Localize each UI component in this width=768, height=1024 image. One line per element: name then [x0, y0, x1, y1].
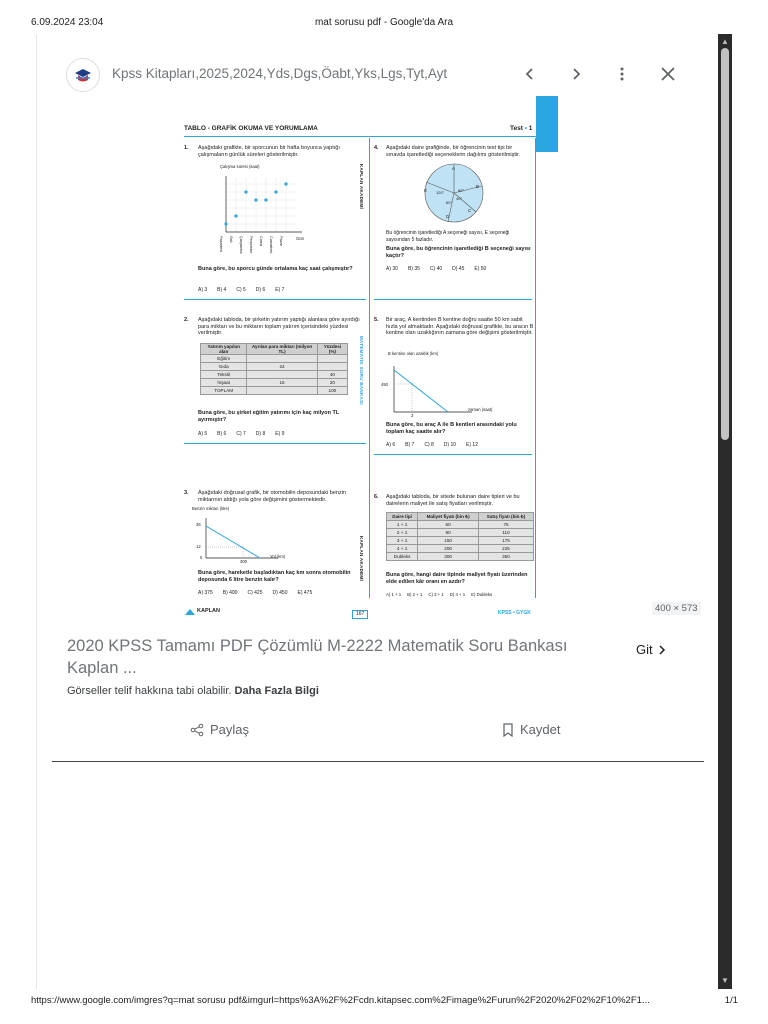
option: A) 375: [198, 590, 213, 596]
q6-header: Maliyet fiyatı (bin ₺): [418, 513, 479, 521]
save-label: Kaydet: [520, 722, 561, 737]
q2-cell: 24: [247, 363, 317, 371]
q1-day: Pazartesi: [219, 236, 223, 252]
option: D) 8: [255, 431, 266, 437]
q6-cell: Dubleks: [387, 553, 418, 561]
q6-cell: 3 + 1: [387, 537, 418, 545]
print-url: https://www.google.com/imgres?q=mat sorusu pdf&imgurl=https%3A%2F%2Fcdn.kitapsec.com%2Fimage%2Furun%2F2020%2F02%2F10%2F1...: [31, 995, 650, 1006]
chevron-right-icon: [568, 66, 584, 82]
q4-options: [386, 266, 496, 272]
q2-question: Buna göre, bu şirket eğitim yatırımı için kaç milyon TL ayırmıştır?: [198, 410, 340, 423]
option: C) 40: [429, 266, 443, 272]
q2-cell: İnşaat: [201, 379, 247, 387]
preview-topbar: [66, 58, 696, 90]
copyright-notice: [67, 685, 319, 697]
q2-cell: [317, 363, 347, 371]
option: A) 5: [198, 431, 208, 437]
share-label: Paylaş: [210, 722, 250, 737]
print-datetime: 6.09.2024 23:04: [31, 17, 104, 28]
q2-text: Aşağıdaki tabloda, bir şirketin yatırım yaptığı alanlara göre ayırdığı para miktarı ve bu miktarın toplam yatırım içerisindeki yüzdesi verilmiştir.: [198, 317, 360, 336]
q4-note: Bu öğrencinin işaretlediği A seçeneği sayısı, E seçeneği sayısından 5 fazladır.: [386, 230, 510, 243]
option: B) 2 + 1: [407, 592, 423, 597]
scrollbar[interactable]: [718, 34, 732, 989]
q2-cell: 20: [317, 379, 347, 387]
side-label-1: KAPLAN AKADEMİ: [359, 164, 364, 210]
option: C) 7: [236, 431, 246, 437]
more-info-link[interactable]: Daha Fazla Bilgi: [234, 685, 319, 697]
q1-ylabel: Çalışma süresi (saat): [220, 164, 260, 169]
q2-table: [200, 343, 348, 395]
q2-header: Yatırım yapılan alan: [201, 344, 247, 355]
q6-question: Buna göre, hangi daire tipinde maliyet fiyatı üzerinden elde edilen kâr oranı en azdır?: [386, 572, 528, 585]
q2-header: Ayrılan para miktarı (milyon TL): [247, 344, 317, 355]
q3-number: 3.: [184, 490, 189, 496]
q6-table: [386, 512, 534, 561]
pie-slice-label: C: [468, 208, 472, 213]
result-title[interactable]: 2020 KPSS Tamamı PDF Çözümlü M-2222 Matematik Soru Bankası Kaplan ...: [67, 637, 568, 677]
option: D) 4 + 1: [449, 592, 466, 597]
section-divider: [52, 761, 704, 762]
q5-line-plot: [386, 364, 476, 418]
q1-day: Cuma: [259, 236, 263, 247]
q6-cell: 90: [418, 529, 479, 537]
close-icon: [660, 66, 676, 82]
share-icon: [190, 723, 204, 737]
image-dimensions: 400 × 573: [652, 602, 701, 615]
q6-cell: 225: [479, 545, 534, 553]
pie-slice-label: D: [446, 214, 450, 219]
q6-cell: 1 + 1: [387, 521, 418, 529]
print-page-title: mat sorusu pdf - Google'da Ara: [314, 17, 454, 28]
q3-ytick: 0: [200, 555, 203, 560]
q5-number: 5.: [374, 317, 379, 323]
side-label-3: KAPLAN AKADEMİ: [359, 536, 364, 582]
page-number: 167: [352, 610, 368, 619]
q2-cell: Gıda: [201, 363, 247, 371]
q2-options: [198, 431, 294, 437]
column-divider: [369, 138, 370, 598]
q5-question: Buna göre, bu araç A ile B kentleri arasındaki yolu toplam kaç saatte alır?: [386, 422, 517, 435]
q1-line-plot: [216, 176, 312, 238]
q2-cell: [317, 355, 347, 363]
heading-rule: [184, 136, 536, 137]
pie-slice-label: E: [424, 188, 428, 193]
q2-header: Yüzdesi (%): [317, 344, 347, 355]
q3-ytick: 36: [196, 522, 201, 527]
q6-cell: 4 + 1: [387, 545, 418, 553]
q5-ylabel: B kentine olan uzaklık (km): [388, 351, 439, 356]
corner-tab: [536, 96, 558, 152]
panel-border: [36, 34, 37, 989]
print-header: [0, 14, 768, 30]
q6-cell: 75: [479, 521, 534, 529]
publisher-logo: [184, 606, 224, 618]
q1-day: Pazar: [279, 236, 283, 246]
publisher-logo-icon: [184, 607, 196, 617]
print-footer: [0, 993, 768, 1009]
q6-cell: 200: [418, 545, 479, 553]
option: B) 7: [405, 442, 415, 448]
q4-number: 4.: [374, 145, 379, 151]
pie-angle-label: 60°: [446, 200, 453, 205]
q3-ylabel: Benzin miktarı (litre): [192, 506, 230, 511]
option: C) 425: [247, 590, 263, 596]
chevron-right-icon: [657, 645, 667, 655]
preview-image[interactable]: [180, 96, 558, 622]
q6-cell: 150: [418, 537, 479, 545]
pie-angle-label: 40°: [456, 196, 463, 201]
side-label-2: MATEMATİK SORU BANKASI: [359, 336, 364, 405]
q-separator: [184, 443, 366, 444]
q1-day: Çarşamba: [239, 236, 243, 254]
q6-header: Daire tipi: [387, 513, 418, 521]
q5-xlabel: zaman (saat): [468, 407, 493, 412]
q5-text: Bir araç, A kentinden B kentine doğru saatte 50 km sabit hızla yol almaktadır. Aşağıdaki doğrusal grafikte, bu aracın B kentine olan uzaklığının zamana göre değişimi gösterilmiştir.: [386, 317, 534, 336]
q6-cell: 110: [479, 529, 534, 537]
more-options-button[interactable]: [610, 62, 634, 86]
option: B) 4: [217, 287, 227, 293]
visit-button[interactable]: [636, 642, 667, 657]
pie-angle-label: 80°: [458, 188, 465, 193]
option: D) 45: [452, 266, 465, 272]
q2-cell: 16: [247, 379, 317, 387]
option: A) 30: [386, 266, 398, 272]
pie-slice-label: A: [452, 166, 456, 171]
option: B) 400: [222, 590, 238, 596]
q3-ytick: 12: [196, 544, 201, 549]
q3-options: [198, 590, 322, 596]
q2-cell: [247, 387, 317, 395]
option: E) 7: [275, 287, 285, 293]
q6-cell: 350: [479, 553, 534, 561]
q1-day: Perşembe: [249, 236, 253, 254]
q3-xlabel: Yol (km): [270, 554, 286, 559]
option: C) 5: [236, 287, 246, 293]
q5-ytick: 450: [381, 382, 388, 387]
q3-question: Buna göre, hareketle başladıktan kaç km sonra otomobilin deposunda 6 litre benzin kalır?: [198, 570, 351, 583]
q5-options: [386, 442, 488, 448]
q6-cell: 2 + 1: [387, 529, 418, 537]
q6-cell: 300: [418, 553, 479, 561]
doc-test-label: Test • 1: [510, 125, 533, 132]
close-preview-button[interactable]: [656, 62, 680, 86]
option: B) 35: [407, 266, 420, 272]
q2-cell: [247, 371, 317, 379]
option: B) 6: [217, 431, 227, 437]
copyright-text: Görseller telif hakkına tabi olabilir.: [67, 685, 232, 697]
print-page-number: 1/1: [724, 995, 738, 1006]
next-result-button[interactable]: [564, 62, 588, 86]
publisher-name: KAPLAN: [197, 608, 220, 614]
option: A) 3: [198, 287, 208, 293]
option: E) 50: [474, 266, 487, 272]
q5-xtick: 3: [411, 413, 414, 418]
q4-question: Buna göre, bu öğrencinin işaretlediği B seçeneği sayısı kaçtır?: [386, 246, 531, 259]
option: E) 475: [297, 590, 313, 596]
q2-cell: TOPLAM: [201, 387, 247, 395]
site-logo-icon[interactable]: [66, 58, 100, 92]
chevron-left-icon: [522, 66, 538, 82]
pie-angle-label: 120°: [436, 190, 445, 195]
more-vert-icon: [614, 66, 630, 82]
save-button[interactable]: [502, 722, 560, 737]
option: E) Dubleks: [471, 592, 493, 597]
q-separator: [184, 299, 366, 300]
q6-options: [386, 592, 492, 597]
option: E) 12: [466, 442, 478, 448]
q-separator: [374, 299, 532, 300]
q1-options: [198, 287, 294, 293]
option: D) 10: [443, 442, 457, 448]
scroll-up-arrow-icon[interactable]: ▲: [721, 37, 729, 46]
brand-label: KPSS • GYGK: [498, 610, 531, 616]
pie-slice-label: B: [476, 184, 480, 189]
option: D) 6: [255, 287, 266, 293]
q1-day: Salı: [229, 236, 233, 243]
option: E) 9: [275, 431, 285, 437]
q2-cell: Tekstil: [201, 371, 247, 379]
doc-heading: TABLO - GRAFİK OKUMA VE YORUMLAMA: [184, 125, 318, 132]
q1-number: 1.: [184, 145, 189, 151]
q2-cell: 100: [317, 387, 347, 395]
q2-cell: Eğitim: [201, 355, 247, 363]
q6-text: Aşağıdaki tabloda, bir sitede bulunan daire tipleri ve bu dairelerin maliyet ile satış fiyatları verilmiştir.: [386, 494, 520, 507]
option: A) 1 + 1: [386, 592, 402, 597]
q2-cell: 40: [317, 371, 347, 379]
q1-question: Buna göre, bu sporcu günde ortalama kaç saat çalışmıştır?: [198, 266, 353, 272]
share-button[interactable]: [190, 722, 249, 737]
option: A) 6: [386, 442, 396, 448]
scroll-down-arrow-icon[interactable]: ▼: [721, 976, 729, 985]
q6-header: Satış fiyatı (bin ₺): [479, 513, 534, 521]
scroll-thumb[interactable]: [721, 48, 729, 440]
option: D) 450: [272, 590, 288, 596]
q3-xtick: 300: [240, 559, 247, 564]
q4-text: Aşağıdaki daire grafiğinde, bir öğrencinin test tipi bir sınavda işaretlediği seçeneklerin dağılımı gösterilmiştir.: [386, 145, 521, 158]
q1-text: Aşağıdaki grafikte, bir sporcunun bir hafta boyunca yaptığı çalışmaların günlük süreleri gösterilmiştir.: [198, 145, 340, 158]
q-separator: [374, 454, 532, 455]
q1-day: Cumartesi: [269, 236, 273, 254]
previous-result-button[interactable]: [518, 62, 542, 86]
option: C) 3 + 1: [428, 592, 444, 597]
q2-number: 2.: [184, 317, 189, 323]
visit-label: Git: [636, 642, 653, 657]
right-border: [535, 138, 536, 598]
q1-xlabel: Gün: [296, 236, 304, 241]
q6-cell: 175: [479, 537, 534, 545]
q3-text: Aşağıdaki doğrusal grafik, bir otomobilin deposundaki benzin miktarının aldığı yola göre değişimini göstermektedir.: [198, 490, 346, 503]
q2-cell: [247, 355, 317, 363]
site-name[interactable]: Kpss Kitapları,2025,2024,Yds,Dgs,Öabt,Yks,Lgs,Tyt,Ayt: [112, 66, 448, 81]
q6-number: 6.: [374, 494, 379, 500]
q6-cell: 60: [418, 521, 479, 529]
bookmark-icon: [502, 723, 514, 737]
option: C) 8: [424, 442, 434, 448]
